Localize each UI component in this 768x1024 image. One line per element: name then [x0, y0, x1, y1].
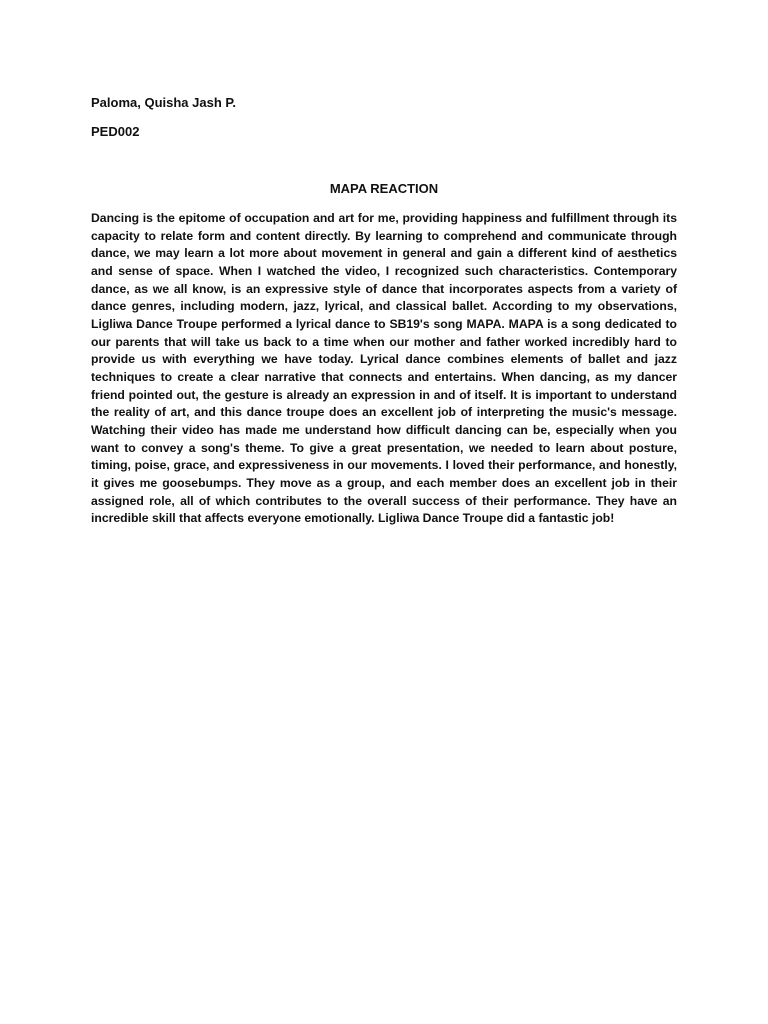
document-title: MAPA REACTION — [329, 181, 439, 196]
body-paragraph: Dancing is the epitome of occupation and art for me, providing happiness and fulfillment through its capacity to relate form and content directly. By learning to comprehend and communicate through dance, we may learn a lot more about movement in general and gain a different kind of aesthetics and sense of space. When I watched the video, I recognized such characteristics. Contemporary dance, as we all know, is an expressive style of dance that incorporates aspects from a variety of dance genres, including modern, jazz, lyrical, and classical ballet. According to my observations, Ligliwa Dance Troupe performed a lyrical dance to SB19's song MAPA. MAPA is a song dedicated to our parents that will take us back to a time when our mother and father worked incredibly hard to provide us with everything we have today. Lyrical dance combines elements of ballet and jazz techniques to create a clear narrative that connects and entertains. When dancing, as my dancer friend pointed out, the gesture is already an expression in and of itself. It is important to understand the reality of art, and this dance troupe does an excellent job of interpreting the music's message. Watching their video has made me understand how difficult dancing can be, especially when you want to convey a song's theme. To give a great presentation, we needed to learn about posture, timing, poise, grace, and expressiveness in our movements. I loved their performance, and honestly, it gives me goosebumps. They move as a group, and each member does an excellent job in their assigned role, all of which contributes to the overall success of their performance. They have an incredible skill that affects everyone emotionally. Ligliwa Dance Troupe did a fantastic job! — [91, 211, 677, 526]
author-name: Paloma, Quisha Jash P. — [91, 95, 236, 110]
course-code: PED002 — [91, 124, 140, 139]
